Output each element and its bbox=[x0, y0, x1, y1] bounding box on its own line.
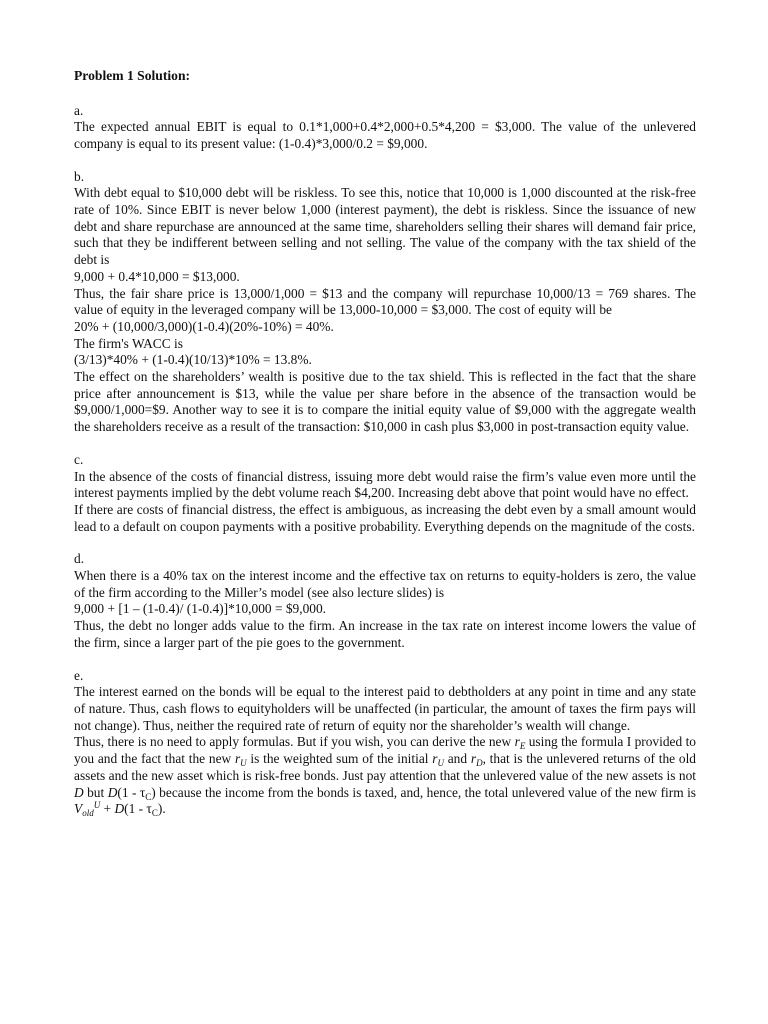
symbol-d: D bbox=[74, 784, 84, 800]
symbol-r-d: $r_D$ bbox=[470, 751, 483, 769]
symbol-r-u: $r_U$ bbox=[234, 751, 247, 769]
part-b bbox=[74, 169, 696, 436]
part-b-paragraph-4: The effect on the shareholders’ wealth is positive due to the tax shield. This is reflected in the fact that the share price after announcement is $13, while the value per share before in the absence of the transaction would be $9,000/1,000=$9. Another way to see it is to compare the initial equity value of $9,000 with the aggregate wealth the shareholders receive as a result of the transaction: $10,000 in cash plus $3,000 in post-transaction equity value. bbox=[74, 369, 696, 435]
part-b-equation-2: 20% + (10,000/3,000)(1-0.4)(20%-10%) = 40%. bbox=[74, 318, 334, 334]
part-b-equation-1: 9,000 + 0.4*10,000 = $13,000. bbox=[74, 268, 240, 284]
part-c-paragraph-1: In the absence of the costs of financial distress, issuing more debt would raise the firm’s value even more until the interest payments implied by the debt volume reach $4,200. Increasing debt above that point would have no effect. bbox=[74, 468, 696, 501]
expr-v-old-plus-d: $V_{old}^U + D(1 - \tau_C)$ bbox=[74, 800, 163, 819]
expr-d-one-minus-tau: $D(1 - \tau_C)$ bbox=[107, 784, 156, 802]
part-c-label: c. bbox=[74, 451, 84, 467]
part-d-paragraph-1: When there is a 40% tax on the interest income and the effective tax on returns to equity-holders is zero, the value of the firm according to the Miller’s model (see also lecture slides) is bbox=[74, 568, 696, 600]
text-run: Thus, there is no need to apply formulas. But if you wish, you can derive the new bbox=[74, 734, 515, 750]
symbol-r-u-initial: $r_U$ bbox=[432, 751, 444, 769]
text-run: is the weighted sum of the initial bbox=[246, 751, 433, 767]
part-a bbox=[74, 103, 696, 153]
part-a-label: a. bbox=[74, 102, 84, 118]
part-b-paragraph-2: Thus, the fair share price is 13,000/1,000 = $13 and the company will repurchase 10,000/13 = 769 shares. The value of equity in the leveraged company will be 13,000-10,000 = $3,000. The cost of equity will be bbox=[74, 285, 696, 318]
text-run: but bbox=[83, 784, 108, 800]
part-b-equation-3: (3/13)*40% + (1-0.4)(10/13)*10% = 13.8%. bbox=[74, 352, 312, 368]
document-title: Problem 1 Solution: bbox=[74, 68, 191, 83]
document-page bbox=[74, 68, 696, 834]
part-b-paragraph-3: The firm's WACC is bbox=[74, 335, 183, 351]
text-run: and bbox=[443, 751, 471, 767]
part-e-label: e. bbox=[74, 667, 84, 683]
part-e-paragraph-1: The interest earned on the bonds will be equal to the interest paid to debtholders at any point in time and any state of nature. Thus, cash flows to equityholders will be unaffected (in particular, the amount of taxes the firm pays will not change). Thus, neither the required rate of return of equity nor the shareholder’s wealth will change. bbox=[74, 684, 696, 733]
part-a-paragraph: The expected annual EBIT is equal to 0.1*1,000+0.4*2,000+0.5*4,200 = $3,000. The value of the unlevered company is equal to its present value: (1-0.4)*3,000/0.2 = $9,000. bbox=[74, 119, 696, 151]
part-b-label: b. bbox=[74, 168, 85, 184]
part-b-paragraph-1: With debt equal to $10,000 debt will be riskless. To see this, notice that 10,000 is 1,000 discounted at the risk-free rate of 10%. Since EBIT is never below 1,000 (interest payment), the debt is riskless. Since the issuance of new debt and share repurchase are announced at the same time, shareholders selling their shares will demand fair price, such that they be indifferent between selling and not selling. The value of the company with the tax shield of the debt is bbox=[74, 185, 696, 268]
part-d-label: d. bbox=[74, 551, 85, 567]
part-e-paragraph-2 bbox=[74, 734, 696, 818]
text-run: using the formula I provided to you and the fact that the new bbox=[74, 734, 696, 767]
part-c bbox=[74, 452, 696, 536]
part-d-equation: 9,000 + [1 – (1-0.4)/ (1-0.4)]*10,000 = $9,000. bbox=[74, 601, 327, 617]
part-d bbox=[74, 551, 696, 651]
part-d-paragraph-2: Thus, the debt no longer adds value to the firm. An increase in the tax rate on interest income lowers the value of the firm, since a larger part of the pie goes to the government. bbox=[74, 618, 696, 650]
part-e bbox=[74, 668, 696, 818]
text-run: . bbox=[162, 801, 166, 817]
text-run: because the income from the bonds is taxed, and, hence, the total unlevered value of the new firm is bbox=[155, 784, 696, 800]
symbol-r-e: $r_E$ bbox=[514, 734, 526, 752]
part-c-paragraph-2: If there are costs of financial distress, the effect is ambiguous, as increasing the debt even by a small amount would lead to a default on coupon payments with a positive probability. Everything depends on the magnitude of the costs. bbox=[74, 501, 696, 534]
text-run: , that is the unlevered returns of the old assets and the new asset which is risk-free bonds. Just pay attention that the unlevered value of the new assets is not bbox=[74, 751, 697, 783]
